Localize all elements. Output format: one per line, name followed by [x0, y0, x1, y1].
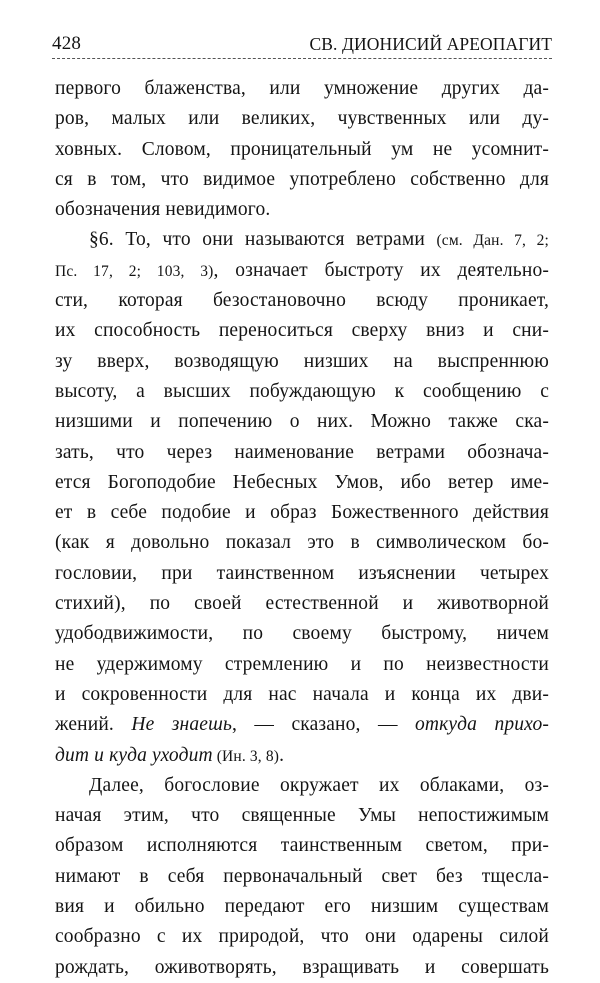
text-line: вия и обильно передают его низшим существам — [55, 896, 549, 918]
text-run: . — [279, 744, 285, 766]
text-line: гословии, при таинственном изъяснении четырех — [55, 562, 549, 584]
text-line: сти, которая безостановочно всюду проникает, — [55, 290, 549, 312]
text-line: ется Богоподобие Небесных Умов, ибо ветер име- — [55, 471, 549, 493]
running-title: СВ. ДИОНИСИЙ АРЕОПАГИТ — [309, 34, 552, 54]
text-line: зу вверх, возводящую низших на выспреннюю — [55, 350, 549, 372]
text-line: ров, малых или великих, чувственных или ду- — [55, 108, 549, 130]
section-6-opening-line — [55, 225, 549, 255]
text-line: рождать, оживотворять, взращивать и совершать — [55, 956, 549, 978]
scripture-reference: Пс. 17, 2; 103, 3) — [55, 262, 214, 280]
running-head — [52, 30, 552, 59]
quote-italic: Не знаешь — [131, 714, 232, 736]
text-line: (как я довольно показал это в символическом бо- — [55, 532, 549, 554]
quote-italic: дит и куда уходит — [55, 744, 213, 766]
text-run: , означает быстроту их деятельно- — [213, 259, 549, 281]
text-line: нимают в себя первоначальный свет без тщесла- — [55, 865, 549, 887]
scripture-reference: (Ин. 3, 8) — [212, 747, 280, 765]
body-text — [55, 74, 549, 983]
text-line: зать, что через наименование ветрами обознача- — [55, 441, 549, 463]
text-line: удободвижимости, по своему быстрому, ничем — [55, 623, 549, 645]
text-line: ховных. Словом, проницательный ум не усомнит- — [55, 138, 549, 160]
text-line: ет в себе подобие и образ Божественного действия — [55, 502, 549, 524]
quote-line-end — [55, 741, 549, 771]
text-line: не удержимому стремлению и по неизвестности — [55, 653, 549, 675]
text-line — [55, 256, 549, 286]
page-number: 428 — [52, 33, 82, 54]
quote-italic: откуда прихо- — [415, 714, 550, 736]
scripture-reference: (см. Дан. 7, 2; — [436, 232, 549, 250]
text-run: , — сказано, — — [231, 714, 415, 736]
paragraph-opening-line: Далее, богословие окружает их облаками, оз- — [89, 774, 549, 796]
text-line: и сокровенности для нас начала и конца их дви- — [55, 683, 549, 705]
text-run: жений. — [55, 714, 132, 736]
text-line: начая этим, что священные Умы непостижимым — [55, 805, 549, 827]
text-line: ся в том, что видимое употреблено собственно для — [55, 168, 549, 190]
text-line: их способность переноситься сверху вниз и сни- — [55, 320, 549, 342]
text-run: §6. То, что они называются ветрами — [89, 229, 437, 251]
text-line: первого блаженства, или умножение других да- — [55, 78, 549, 99]
text-line: сообразно с их природой, что они одарены силой — [55, 926, 549, 948]
text-line: стихий), по своей естественной и животворной — [55, 593, 549, 615]
text-line: образом исполняются таинственным светом, при- — [55, 835, 549, 857]
quote-line — [55, 710, 549, 740]
text-line: низшими и попечению о них. Можно также ска- — [55, 411, 549, 433]
text-line: высоту, а высших побуждающую к сообщению с — [55, 380, 549, 402]
text-line: обозначения невидимого. — [55, 199, 271, 221]
